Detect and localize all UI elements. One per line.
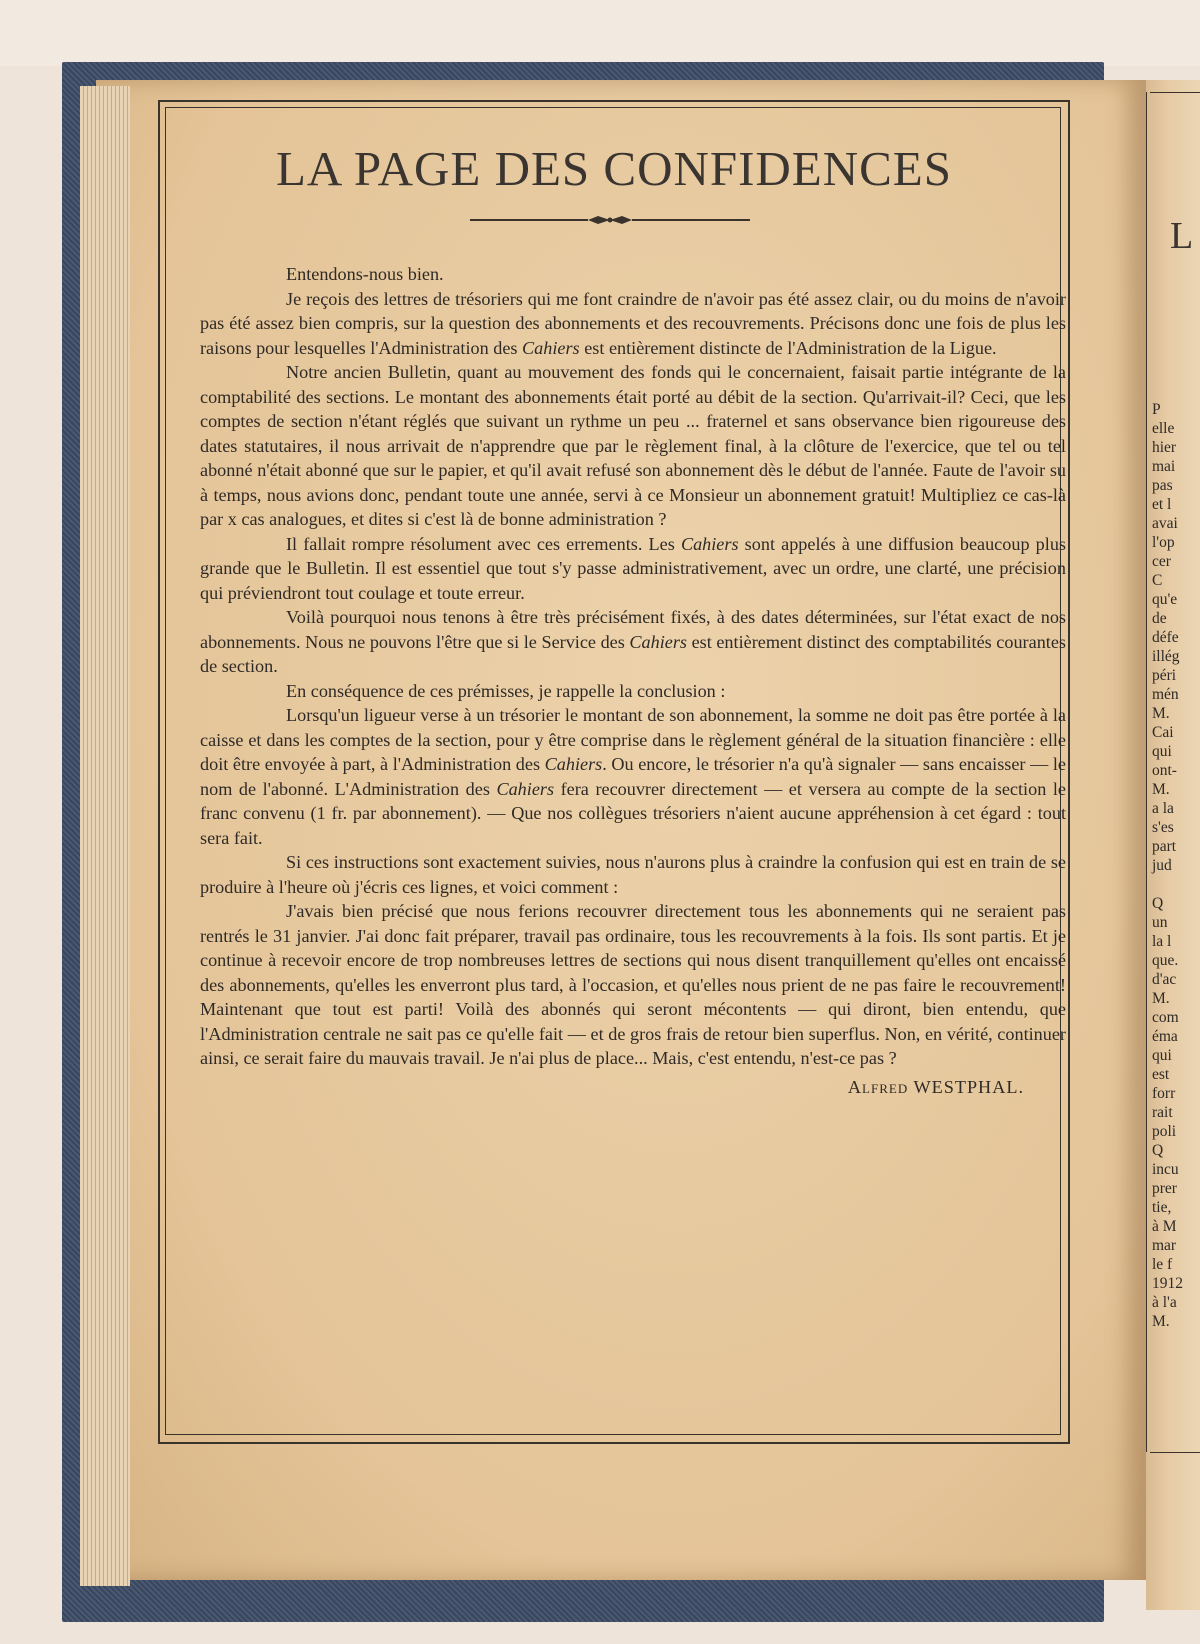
adjacent-page-frame-left [1146,92,1147,1452]
article-paragraph-6: En conséquence de ces prémisses, je rappelle la conclusion : [286,680,726,701]
article-paragraph-2: Je reçois des lettres de trésoriers qui me font craindre de n'avoir pas été assez clair, ou du moins de n'avoir pas été assez bien compris, sur la question des abonnements et des recouvrements. Précisons donc une fois de plus les raisons pour lesquelles l'Administration des Cahiers est entièrement distincte de l'Administration de la Ligue. [200,288,1066,358]
adjacent-page-line: P [1152,401,1161,418]
title-ornament [470,212,750,228]
adjacent-page-line: à l'a [1152,1294,1177,1311]
adjacent-page-line: éma [1152,1028,1178,1045]
adjacent-page-line: tie, [1152,1199,1172,1216]
adjacent-page-line: 1912 [1152,1275,1183,1292]
adjacent-page-line: prer [1152,1180,1177,1197]
adjacent-page-line: M. [1152,1313,1170,1330]
adjacent-page-line: péri [1152,667,1177,684]
adjacent-page-line: mai [1152,458,1176,475]
adjacent-page-line: Cai [1152,724,1174,741]
adjacent-page-frame-top [1150,92,1200,93]
adjacent-page-line: que. [1152,952,1179,969]
adjacent-page-line: forr [1152,1085,1176,1102]
adjacent-page-line: avai [1152,515,1178,532]
adjacent-page-line: incu [1152,1161,1179,1178]
adjacent-page-frame-bottom [1150,1452,1200,1453]
adjacent-page-line: l'op [1152,534,1175,551]
adjacent-page-heading-fragment: L [1170,215,1194,257]
article-paragraph-9: J'avais bien précisé que nous ferions recouvrer directement tous les abonnements qui ne seraient pas rentrés le 31 janvier. J'ai donc fait préparer, travail pas ordinaire, tous les recouvrements à la fois. Ils sont partis. Et je continue à recevoir encore de trop nombreuses lettres de sections qui nous disent tranquillement qu'elles ont encaissé des abonnements, qu'elles les enverront plus tard, à l'occasion, et qu'elles nous prient de ne pas faire le recouvrement! Maintenant que tout est parti! Voilà des abonnés qui seront mécontents — qui diront, bien entendu, que l'Administration centrale ne sait pas ce qu'elle fait — et de gros frais de retour bien superflus. Non, en vérité, continuer ainsi, ce serait faire du mauvais travail. Je n'ai plus de place... Mais, c'est entendu, n'est-ce pas ? [200,901,1066,1068]
article-paragraph-1: Entendons-nous bien. [286,264,444,284]
adjacent-page-line: Q [1152,1142,1164,1159]
adjacent-page-line: s'es [1152,819,1174,836]
adjacent-page-line: hier [1152,439,1177,456]
adjacent-page-line: elle [1152,420,1175,437]
adjacent-page-line: est [1152,1066,1170,1083]
adjacent-page-line: part [1152,838,1177,855]
article-paragraph-7: Lorsqu'un ligueur verse à un trésorier le montant de son abonnement, la somme ne doit pas être portée à la caisse et dans les comptes de la section, pour y être comprise dans le règlement général de la situation financière : elle doit être envoyée à part, à l'Administration des Cahiers. Ou encore, le trésorier n'a qu'à signaler — sans encaisser — le nom de l'abonné. L'Administration des Cahiers fera recouvrer directement — et versera au compte de la section le franc convenu (1 fr. par abonnement). — Que nos collègues trésoriers n'aient aucune appréhension à cet égard : tout sera fait. [200,705,1067,848]
article-paragraph-4: Il fallait rompre résolument avec ces errements. Les Cahiers sont appelés à une diffusion beaucoup plus grande que le Bulletin. Il est essentiel que tout s'y passe administrativement, avec un ordre, une clarté, une précision qui préviendront tout coulage et toute erreur. [200,533,1066,603]
page-title: LA PAGE DES CONFIDENCES [276,141,952,196]
author-signature: Alfred WESTPHAL. [847,1076,1024,1097]
adjacent-page-line: défe [1152,629,1179,646]
adjacent-page-line: un [1152,914,1168,931]
adjacent-page-line: pas [1152,477,1173,494]
adjacent-page-line: de [1152,610,1167,627]
adjacent-page-line: M. [1152,781,1170,798]
adjacent-page-line: mar [1152,1237,1177,1254]
adjacent-page-line: M. [1152,705,1170,722]
adjacent-page-line: à M [1152,1218,1177,1235]
adjacent-page-line: com [1152,1009,1179,1026]
adjacent-page-text [1152,400,1200,1331]
adjacent-page-line: qu'e [1152,591,1178,608]
adjacent-page-line: qui [1152,743,1172,760]
adjacent-page-line: illég [1152,648,1180,665]
adjacent-page-line: jud [1152,857,1172,874]
top-margin [0,0,1200,66]
adjacent-page-line: qui [1152,1047,1172,1064]
adjacent-page-line [1152,875,1200,894]
adjacent-page-line: le f [1152,1256,1173,1273]
adjacent-page-line: mén [1152,686,1179,703]
adjacent-page-line: a la [1152,800,1174,817]
article-paragraph-3: Notre ancien Bulletin, quant au mouvement des fonds qui le concernaient, faisait partie intégrante de la comptabilité des sections. Le montant des abonnements était porté au débit de la section. Qu'arrivait-il? Ceci, que les comptes de section n'étant réglés que suivant un rythme un peu ... fraternel et sans observance bien rigoureuse des dates statutaires, il nous arrivait de n'apprendre que par le règlement final, à la clôture de l'exercice, que tel ou tel abonné n'était abonné que sur le papier, et qu'il avait refusé son abonnement dès le début de l'année. Faute de l'avoir su à temps, nous avions donc, pendant toute une année, servi à ce Monsieur un abonnement gratuit! Multipliez ce cas-là par x cas analogues, et dites si c'est là de bonne administration ? [200,362,1066,529]
article-body [200,262,1066,1099]
article-paragraph-5: Voilà pourquoi nous tenons à être très précisément fixés, à des dates déterminées, sur l'état exact de nos abonnements. Nous ne pouvons l'être que si le Service des Cahiers est entièrement distinct des comptabilités courantes de section. [200,607,1066,676]
adjacent-page-line: d'ac [1152,971,1177,988]
article-paragraph-8: Si ces instructions sont exactement suivies, nous n'aurons plus à craindre la confusion qui est en train de se produire à l'heure où j'écris ces lignes, et voici comment : [200,852,1066,897]
page-edges [80,86,130,1586]
adjacent-page-line: cer [1152,553,1171,570]
adjacent-page-line: M. [1152,990,1170,1007]
adjacent-page-line: C [1152,572,1163,589]
adjacent-page-line: poli [1152,1123,1177,1140]
adjacent-page-line: rait [1152,1104,1173,1121]
adjacent-page-line: Q [1152,895,1164,912]
adjacent-page-line: ont- [1152,762,1177,779]
adjacent-page-line: et l [1152,496,1172,513]
adjacent-page-line: la l [1152,933,1172,950]
